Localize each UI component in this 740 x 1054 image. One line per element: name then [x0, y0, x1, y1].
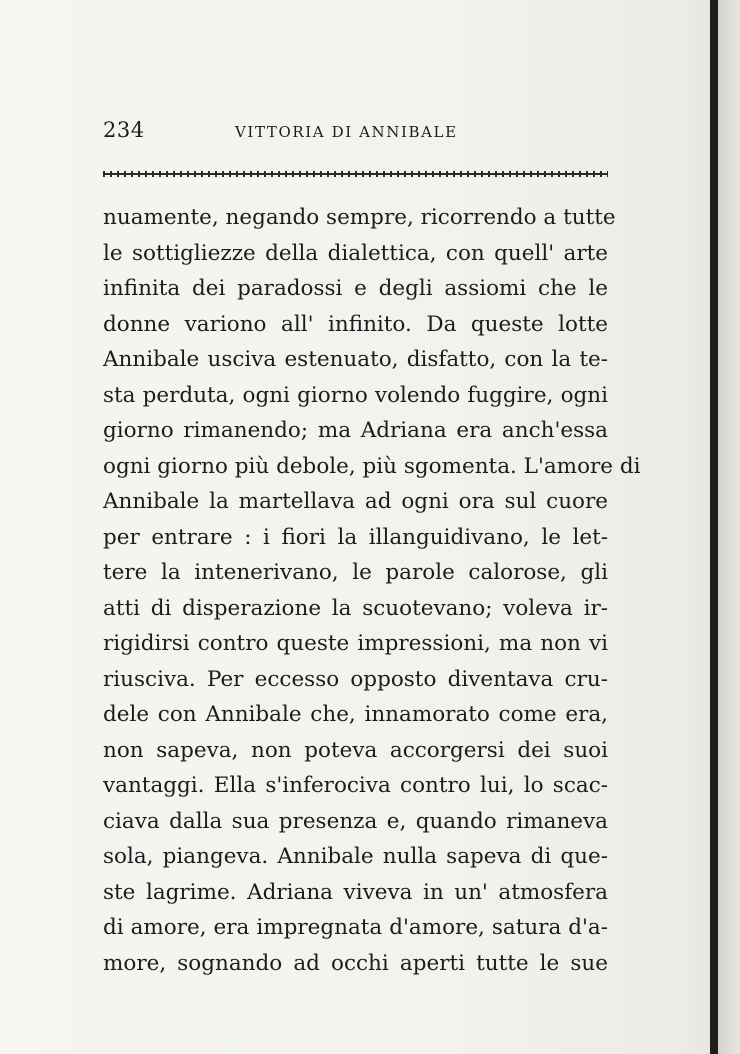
text-line: more, sognando ad occhi aperti tutte le sue	[103, 950, 608, 976]
text-line: sta perduta, ogni giorno volendo fuggire, ogni	[103, 382, 608, 408]
text-line: ste lagrime. Adriana viveva in un' atmosfera	[103, 879, 608, 905]
page-edge	[718, 0, 740, 1054]
text-line: ciava dalla sua presenza e, quando rimaneva	[103, 808, 608, 834]
text-line: infinita dei paradossi e degli assiomi che le	[103, 276, 608, 301]
text-line: giorno rimanendo; ma Adriana era anch'essa	[103, 418, 608, 443]
text-line: ogni giorno più debole, più sgomenta. L'amore di	[103, 453, 641, 479]
ornamental-rule	[103, 171, 608, 177]
binding-shadow	[710, 0, 718, 1054]
text-line: Annibale la martellava ad ogni ora sul cuore	[103, 489, 608, 514]
text-line: atti di disperazione la scuotevano; voleva ir-	[103, 595, 608, 621]
text-line: dele con Annibale che, innamorato come era,	[103, 702, 608, 727]
page-number: 234	[103, 118, 145, 142]
text-line: non sapeva, non poteva accorgersi dei suoi	[103, 737, 608, 763]
text-line: di amore, era impregnata d'amore, satura d'a-	[103, 915, 608, 940]
text-line: tere la intenerivano, le parole calorose, gli	[103, 560, 608, 585]
text-line: riusciva. Per eccesso opposto diventava cru-	[103, 666, 608, 692]
text-line: sola, piangeva. Annibale nulla sapeva di que-	[103, 844, 608, 869]
text-line: donne variono all' infinito. Da queste lotte	[103, 311, 608, 337]
text-line: nuamente, negando sempre, ricorrendo a tutte	[103, 205, 616, 230]
running-head	[103, 118, 603, 148]
running-title: VITTORIA DI ANNIBALE	[235, 123, 458, 141]
text-line: per entrare : i fiori la illanguidivano, le let-	[103, 524, 608, 550]
text-line: rigidirsi contro queste impressioni, ma non vi	[103, 631, 608, 656]
text-line: le sottigliezze della dialettica, con quell' arte	[103, 240, 608, 266]
body-text	[103, 200, 641, 981]
text-line: vantaggi. Ella s'inferociva contro lui, lo scac-	[103, 773, 608, 798]
text-line: Annibale usciva estenuato, disfatto, con la te-	[103, 347, 608, 372]
